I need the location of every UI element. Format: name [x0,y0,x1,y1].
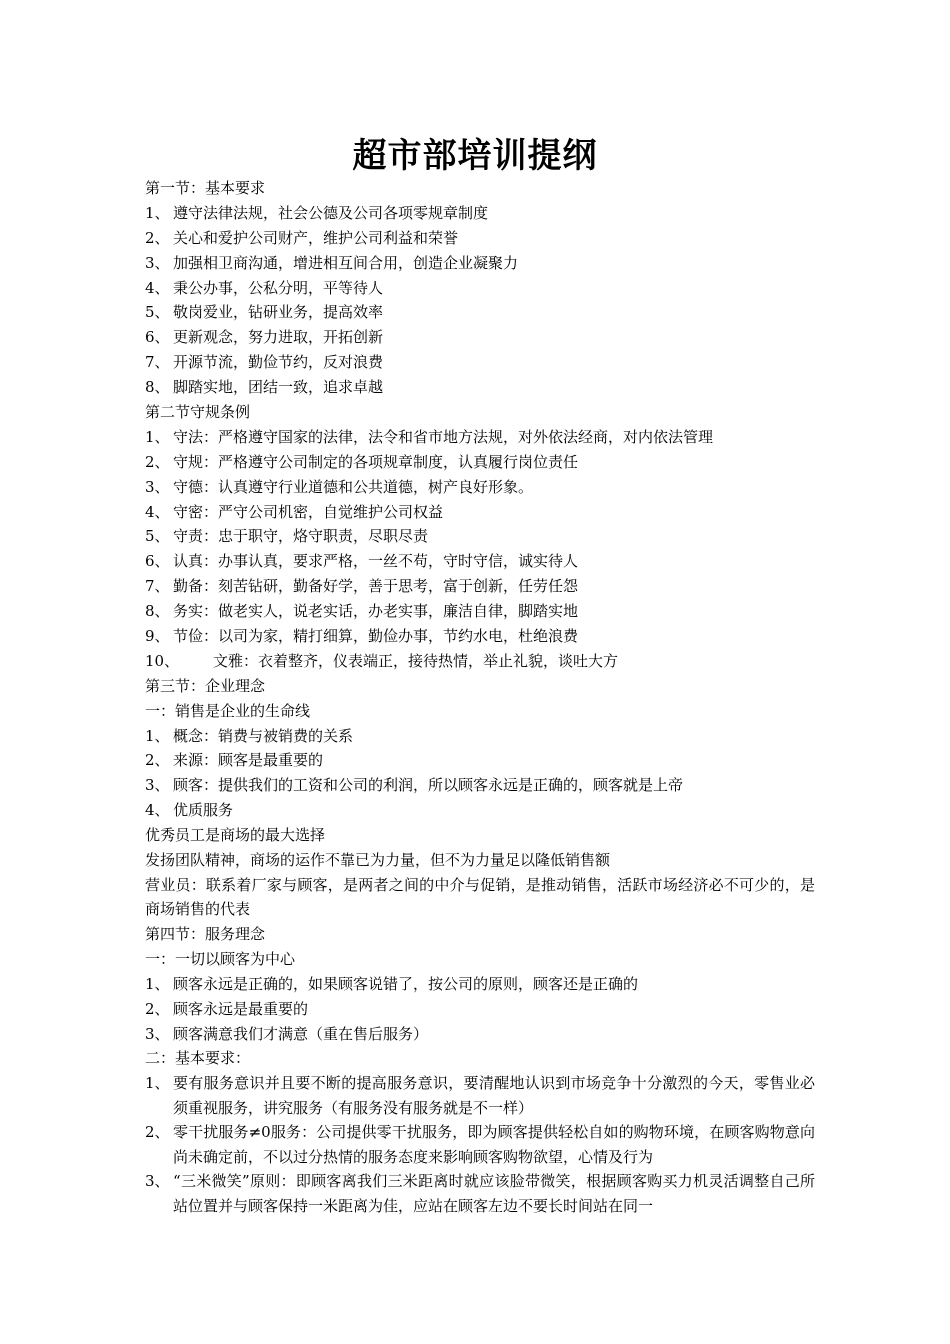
item-text: 守规：严格遵守公司制定的各项规章制度，认真履行岗位责任 [173,452,579,471]
list-item [145,201,815,226]
list-item [145,325,815,350]
list-item [145,350,815,375]
item-text: 遵守法律法规，社会公德及公司各项零规章制度 [173,203,489,222]
subsection-heading: 一：一切以顾客为中心 [145,949,296,968]
section-heading: 第二节守规条例 [145,403,251,422]
list-item [145,1022,815,1047]
list-item [145,226,815,251]
subsection-heading: 一：销售是企业的生命线 [145,701,311,720]
item-number: 3、 [145,776,170,795]
list-item [145,574,815,599]
item-number: 1、 [145,726,170,745]
item-number: 10、 [145,651,180,670]
item-text: 勤备：刻苦钻研，勤备好学，善于思考，富于创新，任劳任怨 [173,577,579,596]
item-text: 顾客满意我们才满意（重在售后服务） [173,1024,429,1043]
item-number: 3、 [145,477,170,496]
list-item [145,276,815,301]
list-item [145,599,815,624]
item-number: 2、 [145,751,170,770]
item-text: 要有服务意识并且要不断的提高服务意识，要清醒地认识到市场竞争十分激烈的今天，零售业必须重视服务，讲究服务（有服务没有服务就是不一样） [173,1074,815,1117]
list-item [145,649,815,674]
item-text: 开源节流，勤俭节约，反对浪费 [173,353,384,372]
item-text: 守责：忠于职守，烙守职责，尽职尽责 [173,527,429,546]
list-item [145,251,815,276]
item-text: 守法：严格遵守国家的法律，法令和省市地方法规，对外依法经商，对内依法管理 [173,427,714,446]
item-number: 1、 [145,427,170,446]
item-text: 文雅：衣着整齐，仪表端正，接待热情，举止礼貌，谈吐大方 [213,651,619,670]
list-item [145,972,815,997]
list-item [145,500,815,525]
list-item [145,798,815,823]
item-number: 6、 [145,328,170,347]
item-number: 1、 [145,1074,170,1093]
list-item [145,1120,815,1169]
list-item [145,425,815,450]
item-text: 来源：顾客是最重要的 [173,751,324,770]
paragraph: 发扬团队精神，商场的运作不靠已为力量，但不为力量足以隆低销售额 [145,851,611,870]
list-item [145,475,815,500]
item-number: 4、 [145,801,170,820]
item-text: 顾客：提供我们的工资和公司的利润，所以顾客永远是正确的，顾客就是上帝 [173,776,684,795]
list-item [145,549,815,574]
page-title: 超市部培训提纲 [352,136,598,176]
item-number: 6、 [145,552,170,571]
subsection-heading: 二：基本要求： [145,1049,251,1068]
item-text: “三米微笑”原则：即顾客离我们三米距离时就应该脸带微笑，根据顾客购买力机灵活调整自己所站位置并与顾客保持一米距离为佳，应站在顾客左边不要长时间站在同一 [173,1172,815,1215]
item-number: 4、 [145,278,170,297]
item-number: 1、 [145,974,170,993]
item-number: 2、 [145,228,170,247]
item-text: 概念：销费与被销费的关系 [173,726,354,745]
item-text: 零干扰服务≠0服务：公司提供零干扰服务，即为顾客提供轻松自如的购物环境，在顾客购物意向尚未确定前，不以过分热情的服务态度来影响顾客购物欲望，心情及行为 [173,1123,815,1166]
item-number: 9、 [145,627,170,646]
item-text: 脚踏实地，团结一致，追求卓越 [173,378,384,397]
item-text: 认真：办事认真，要求严格，一丝不苟，守时守信，诚实待人 [173,552,579,571]
item-number: 2、 [145,452,170,471]
list-item [145,724,815,749]
list-item [145,997,815,1022]
item-number: 3、 [145,1172,170,1191]
item-number: 4、 [145,502,170,521]
paragraph: 优秀员工是商场的最大选择 [145,826,326,845]
item-text: 加强相卫商沟通，增进相互间合用，创造企业凝聚力 [173,253,519,272]
item-number: 7、 [145,353,170,372]
list-item [145,300,815,325]
item-text: 顾客永远是最重要的 [173,999,309,1018]
item-number: 3、 [145,253,170,272]
item-number: 2、 [145,999,170,1018]
item-text: 务实：做老实人，说老实话，办老实事，廉洁自律，脚踏实地 [173,602,579,621]
item-text: 优质服务 [173,801,234,820]
section-heading: 第四节：服务理念 [145,924,266,943]
item-number: 7、 [145,577,170,596]
item-text: 守德：认真遵守行业道德和公共道德，树产良好形象。 [173,477,534,496]
list-item [145,773,815,798]
item-text: 秉公办事，公私分明，平等待人 [173,278,384,297]
list-item [145,450,815,475]
item-text: 顾客永远是正确的，如果顾客说错了，按公司的原则，顾客还是正确的 [173,974,639,993]
item-number: 8、 [145,602,170,621]
list-item [145,1169,815,1218]
item-number: 5、 [145,303,170,322]
document-body [145,176,815,1218]
item-number: 1、 [145,203,170,222]
item-text: 敬岗爱业，钻研业务，提高效率 [173,303,384,322]
item-text: 更新观念，努力进取，开拓创新 [173,328,384,347]
section-heading: 第一节：基本要求 [145,179,266,197]
item-number: 5、 [145,527,170,546]
item-text: 守密：严守公司机密，自觉维护公司权益 [173,502,444,521]
item-text: 节俭：以司为家，精打细算，勤俭办事，节约水电，杜绝浪费 [173,627,579,646]
list-item [145,1071,815,1120]
list-item [145,524,815,549]
item-number: 8、 [145,378,170,397]
item-text: 关心和爱护公司财产，维护公司利益和荣誉 [173,228,459,247]
item-number: 2、 [145,1123,170,1142]
list-item [145,624,815,649]
item-number: 3、 [145,1024,170,1043]
list-item [145,375,815,400]
section-heading: 第三节：企业理念 [145,676,266,695]
paragraph: 营业员：联系着厂家与顾客，是两者之间的中介与促销，是推动销售，活跃市场经济必不可少的，是商场销售的代表 [145,875,815,919]
list-item [145,748,815,773]
